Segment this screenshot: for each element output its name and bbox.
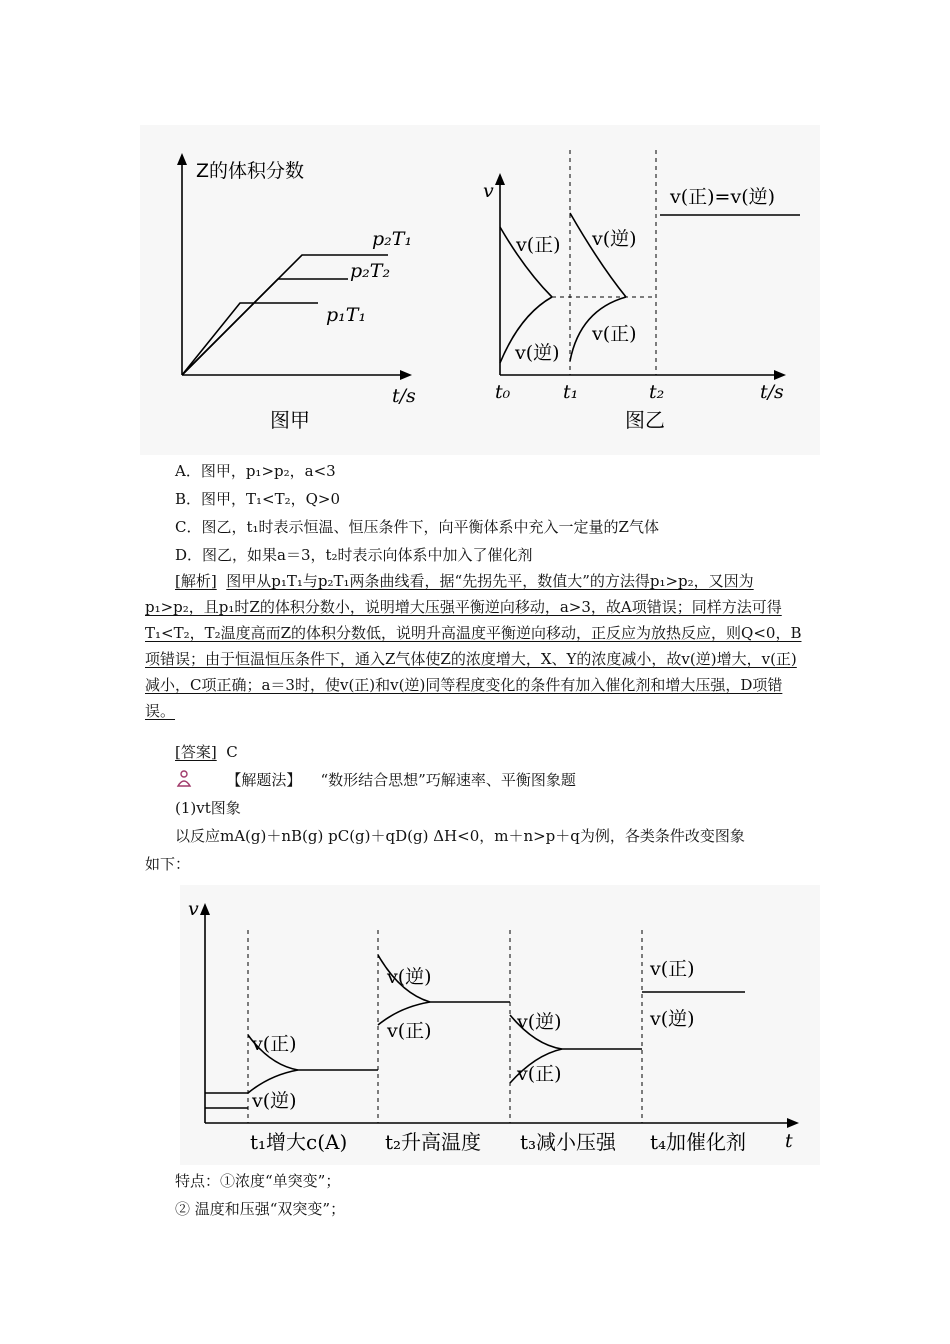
method-subtitle: “数形结合思想”巧解速率、平衡图象题 [320,771,576,789]
yi-ylabel: v [483,180,494,202]
tick-t1: t₁ [563,381,579,403]
curve-label-p2t1: p₂T₁ [372,228,413,250]
fig2-seg-2: t₂升高温度 [385,1130,482,1154]
option-b: B．图甲，T₁<T₂，Q>0 [175,490,341,508]
option-a: A．图甲，p₁>p₂，a<3 [175,462,336,480]
fig2-seg-4: t₄加催化剂 [650,1130,747,1154]
jia-caption: 图甲 [270,408,310,432]
feature-1: 特点：①浓度“单突变”； [175,1172,341,1190]
tick-t2: t₂ [649,381,665,403]
reaction-line: 以反应mA(g)＋nB(g) pC(g)＋qD(g) ΔH<0，m＋n>p＋q为例，各类条件改变图象 [175,827,745,845]
curve-label-p1t1: p₁T₁ [326,304,367,326]
yi-label-v-zheng-2: v(正) [592,323,637,345]
figure-vt-conditions [180,885,820,1165]
analysis-tag: [解析] [175,572,217,590]
fig2-label-7: v(正) [650,958,695,980]
fig2-label-4: v(正) [387,1020,432,1042]
fig2-label-5: v(逆) [517,1011,562,1033]
yi-label-v-ni-1: v(逆) [592,228,637,250]
analysis-paragraph [145,568,807,724]
fig2-label-2: v(逆) [252,1090,297,1112]
fig2-label-1: v(正) [252,1033,297,1055]
option-d: D．图乙，如果a＝3，t₂时表示向体系中加入了催化剂 [175,546,533,564]
item-1: (1)vt图象 [175,799,241,817]
fig2-seg-3: t₃减小压强 [520,1130,617,1154]
person-icon [175,770,193,788]
jia-xlabel: t/s [392,385,416,407]
method-title: 【解题法】 [226,771,302,789]
answer-value: C [226,743,238,761]
figure-jia-yi [140,125,820,455]
curve-label-p2t2: p₂T₂ [350,260,391,282]
yi-xlabel: t/s [760,381,784,403]
yi-label-equal: v(正)=v(逆) [670,186,776,208]
yi-label-v-zheng: v(正) [516,234,561,256]
answer-tag: [答案] [175,743,217,761]
analysis-text: 图甲从p₁T₁与p₂T₁两条曲线看，据“先拐先平，数值大”的方法得p₁>p₂，又因为p₁>p₂，且p₁时Z的体积分数小，说明增大压强平衡逆向移动，a>3，故A项错误；同样方法可得T₁<T₂，T₂温度高而Z的体积分数低，说明升高温度平衡逆向移动，正反应为放热反应，则Q<0，B项错误；由于恒温恒压条件下，通入Z气体使Z的浓度增大，X、Y的浓度减小，故v(逆)增大，v(正)减小，C项正确；a＝3时，使v(正)和v(逆)同等程度变化的条件有加入催化剂和增大压强，D项错误。 [145,572,802,720]
tick-t0: t₀ [495,381,511,403]
fig2-label-6: v(正) [517,1063,562,1085]
fig2-xlabel: t [785,1130,793,1152]
fig2-label-3: v(逆) [387,966,432,988]
fig2-label-8: v(逆) [650,1008,695,1030]
jia-ylabel: Z的体积分数 [196,160,305,182]
fig2-seg-1: t₁增大c(A) [250,1130,348,1154]
yi-label-v-ni-2: v(逆) [515,342,560,364]
yi-caption: 图乙 [625,408,665,432]
method-heading [175,770,576,790]
reaction-line-2: 如下： [145,855,191,873]
feature-2: ② 温度和压强“双突变”； [175,1200,346,1218]
option-c: C．图乙，t₁时表示恒温、恒压条件下，向平衡体系中充入一定量的Z气体 [175,518,659,536]
answer-line [175,742,238,762]
fig2-ylabel: v [188,898,199,920]
